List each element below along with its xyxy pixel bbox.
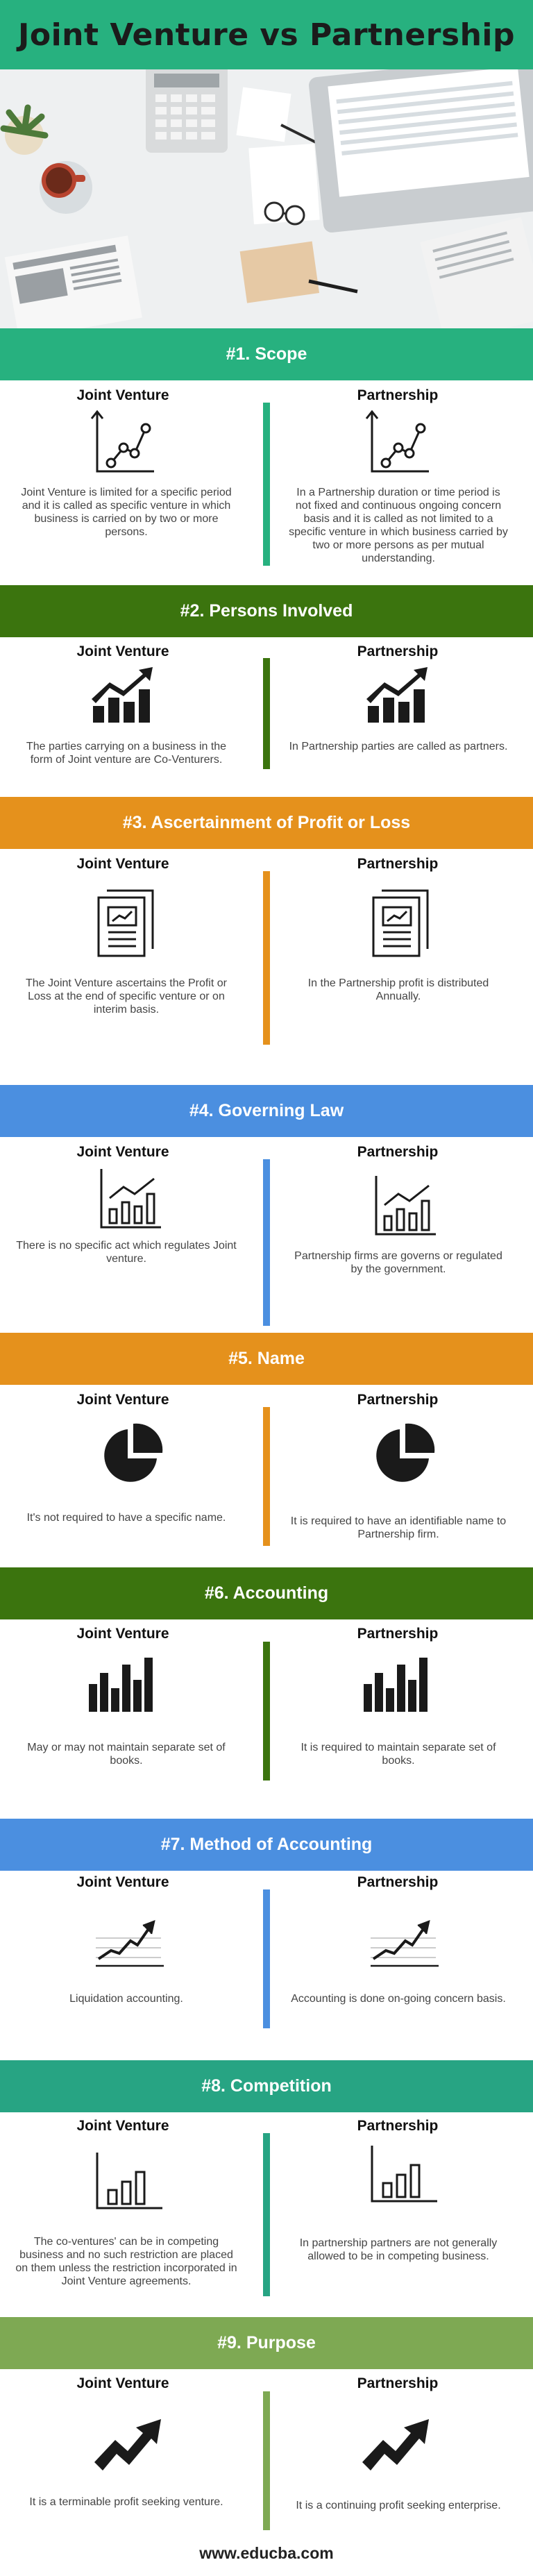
section-title: #3. Ascertainment of Profit or Loss (122, 813, 411, 832)
footer (0, 2530, 533, 2576)
left-column-title: Joint Venture (76, 2375, 169, 2391)
section-header (0, 328, 533, 380)
left-description: It's not required to have a specific name. (26, 1512, 226, 1524)
growth-line-chart-icon (85, 406, 161, 482)
bar-chart-icon (85, 1652, 161, 1715)
bar-line-chart-icon (92, 1166, 168, 1236)
left-description: It is a terminable profit seeking venture. (29, 2496, 223, 2508)
left-description: There is no specific act which regulates Joint venture. (16, 1240, 237, 1265)
section-divider (263, 1407, 270, 1546)
right-description: In the Partnership profit is distributed Annually. (307, 977, 489, 1002)
right-column-title: Partnership (357, 1392, 439, 1408)
left-column-title: Joint Venture (76, 1874, 169, 1890)
section-title: #5. Name (228, 1349, 305, 1368)
section-title: #1. Scope (226, 344, 307, 364)
left-description: The Joint Venture ascertains the Profit or Loss at the end of specific venture or on interim basis. (26, 977, 227, 1016)
section-header (0, 1819, 533, 1871)
section-header (0, 1085, 533, 1137)
pie-chart-icon (369, 1420, 439, 1489)
right-description: It is required to maintain separate set of books. (301, 1742, 496, 1767)
coffee-cup-icon (40, 161, 92, 214)
right-description: In Partnership parties are called as partners. (289, 741, 508, 752)
section-divider (263, 403, 270, 566)
left-description: Joint Venture is limited for a specific period and it is called as specific venture in which business is carried on by two or more persons. (21, 487, 232, 538)
left-column-title: Joint Venture (76, 387, 169, 403)
section-title: #7. Method of Accounting (160, 1835, 373, 1854)
right-description: It is a continuing profit seeking enterprise. (296, 2500, 501, 2511)
section-title: #6. Accounting (204, 1583, 329, 1603)
section-divider (263, 2391, 270, 2530)
section-title: #9. Purpose (217, 2333, 316, 2352)
section-divider (263, 2133, 270, 2296)
section-divider (263, 1642, 270, 1781)
section-header (0, 1333, 533, 1385)
left-column-title: Joint Venture (76, 1626, 169, 1642)
section-title: #2. Persons Involved (180, 601, 353, 621)
footer-url[interactable]: www.educba.com (199, 2543, 334, 2562)
pie-chart-icon (97, 1420, 167, 1489)
section-divider (263, 871, 270, 1045)
right-column-title: Partnership (357, 643, 439, 659)
section-divider (263, 1889, 270, 2028)
left-column-title: Joint Venture (76, 856, 169, 872)
trend-arrow-chart-icon (92, 1908, 168, 1970)
sticky-note-icon (236, 87, 291, 142)
right-column-title: Partnership (357, 1626, 439, 1642)
bar-chart-axes-icon (366, 2141, 443, 2211)
left-column-title: Joint Venture (76, 1392, 169, 1408)
envelope-icon (240, 242, 319, 303)
report-document-icon (366, 885, 443, 961)
trend-arrow-chart-icon (366, 1908, 443, 1970)
left-column-title: Joint Venture (76, 643, 169, 659)
right-description: In a Partnership duration or time period is not fixed and continuous ongoing concern basis and it is called as not limited to a specific venture in which business carried by two or more persons as per mutual understanding. (289, 487, 508, 564)
section-title: #8. Competition (201, 2076, 332, 2096)
section-divider (263, 658, 270, 769)
section-header (0, 1567, 533, 1619)
zigzag-arrow-icon (359, 2412, 436, 2475)
page-title: Joint Venture vs Partnership (17, 17, 516, 53)
right-description: Accounting is done on-going concern basis. (291, 1993, 506, 2005)
left-description: The parties carrying on a business in the form of Joint venture are Co-Venturers. (26, 741, 227, 766)
laptop-icon (308, 69, 533, 233)
left-column-title: Joint Venture (76, 1144, 169, 1160)
bar-growth-arrow-icon (359, 663, 436, 725)
hero-desk-illustration (0, 69, 533, 328)
bar-chart-icon (359, 1652, 436, 1715)
section-header (0, 2317, 533, 2369)
right-description: It is required to have an identifiable name to Partnership firm. (290, 1515, 507, 1540)
bar-growth-arrow-icon (85, 663, 161, 725)
right-column-title: Partnership (357, 856, 439, 872)
left-description: May or may not maintain separate set of books. (27, 1742, 226, 1767)
calculator-icon (146, 69, 228, 153)
zigzag-arrow-icon (92, 2412, 168, 2475)
bar-chart-axes-icon (92, 2148, 168, 2218)
left-description: The co-ventures' can be in competing business and no such restriction are placed on them unless the restriction incorporated in Joint Venture agreements. (15, 2236, 237, 2287)
right-column-title: Partnership (357, 2118, 439, 2134)
right-description: In partnership partners are not generally allowed to be in competing business. (299, 2237, 498, 2262)
section-header (0, 2060, 533, 2112)
section-title: #4. Governing Law (189, 1101, 344, 1120)
left-description: Liquidation accounting. (69, 1993, 183, 2005)
right-column-title: Partnership (357, 2375, 439, 2391)
report-document-icon (92, 885, 168, 961)
section-divider (263, 1159, 270, 1326)
right-column-title: Partnership (357, 387, 439, 403)
section-header (0, 797, 533, 849)
bar-line-chart-icon (366, 1173, 443, 1243)
section-header (0, 585, 533, 637)
title-banner (0, 0, 533, 69)
right-description: Partnership firms are governs or regulated by the government. (294, 1250, 502, 1275)
growth-line-chart-icon (359, 406, 436, 482)
right-column-title: Partnership (357, 1874, 439, 1890)
right-column-title: Partnership (357, 1144, 439, 1160)
left-column-title: Joint Venture (76, 2118, 169, 2134)
